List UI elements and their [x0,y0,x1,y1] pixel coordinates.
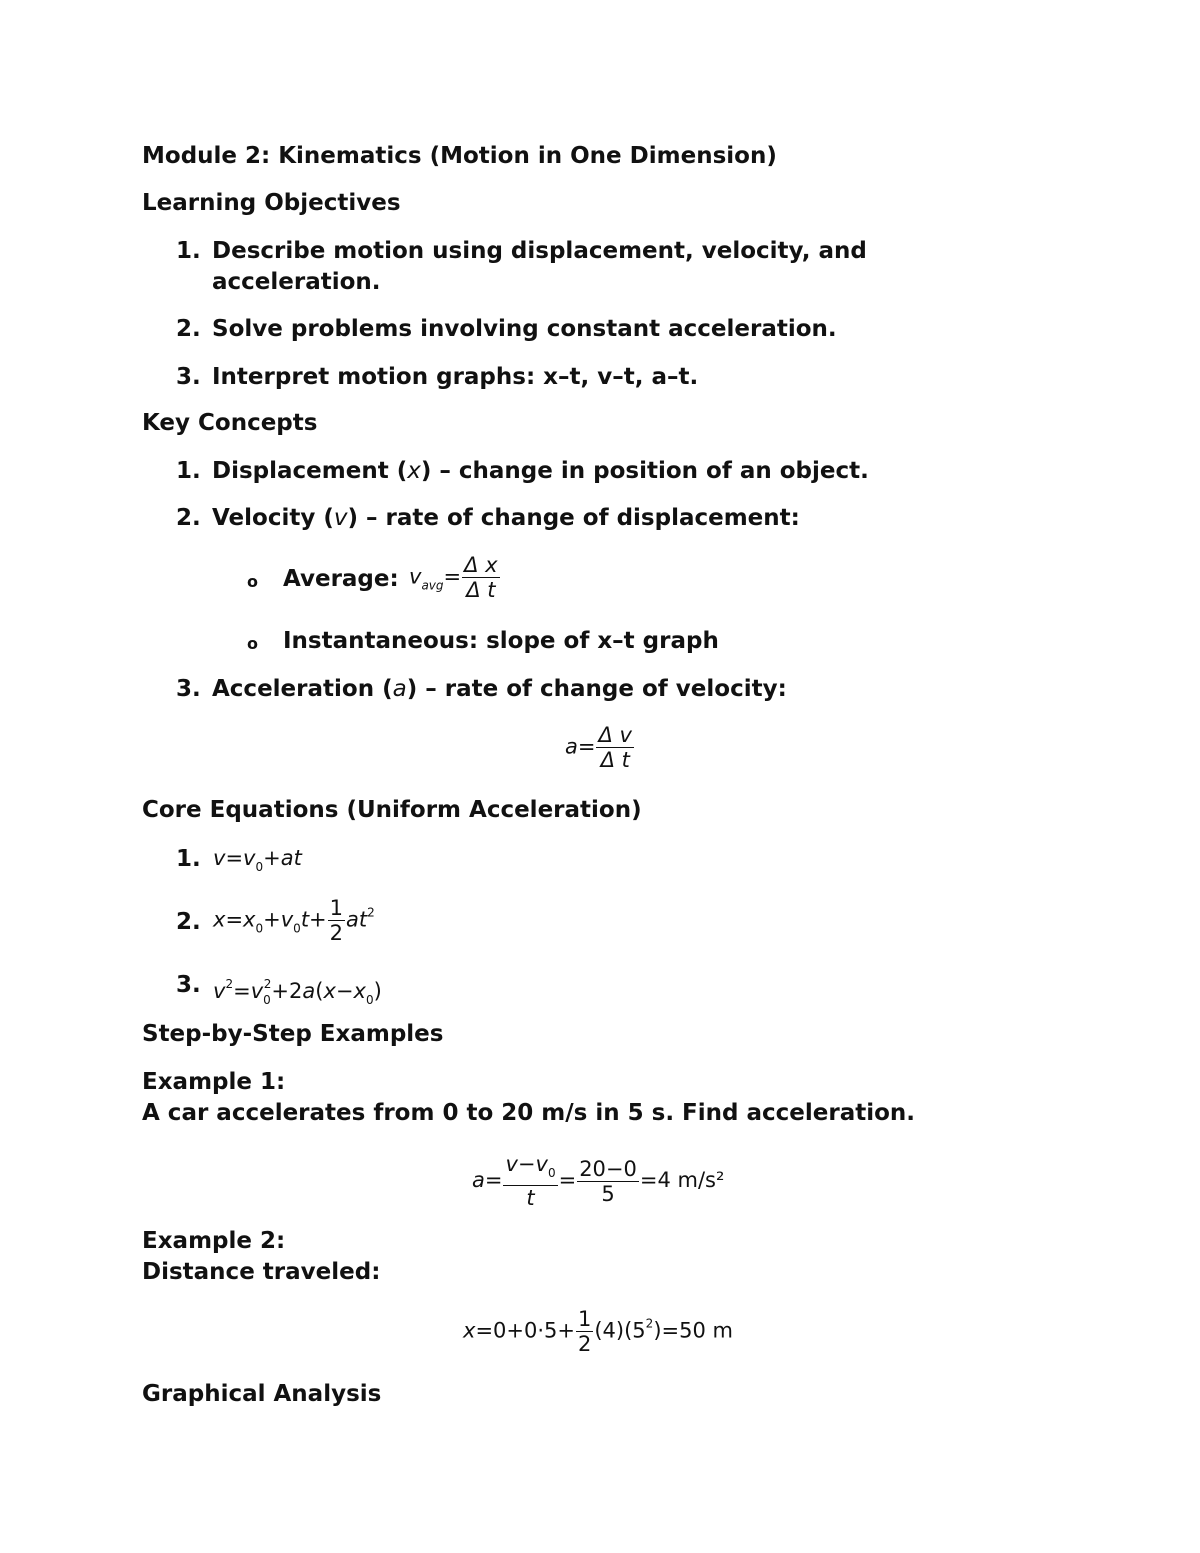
objective-1-text-continued: acceleration. [212,269,381,295]
concept-3-text: Acceleration (a) – rate of change of velocity: [212,676,787,702]
equation-2: $x=x_0+v_0t+$ $\frac{1}{2}$ $at^2$ [213,896,375,945]
concept-1-text: Displacement (x) – change in position of an object. [212,458,869,484]
equation-1: $v=v_0+at$ [213,846,302,874]
objective-1-number: 1. [176,238,201,264]
bullet-instantaneous: o [247,634,258,653]
objective-2-text: Solve problems involving constant acceleration. [212,316,837,342]
equation-2-number: 2. [176,909,201,935]
example-1-solution: a= $\frac{v-v_0}{t}$ = $\frac{20-0}{5}$ =4 m/s² [472,1152,725,1210]
displacement-variable: x [407,458,421,484]
example-1-problem: A car accelerates from 0 to 20 m/s in 5 s. Find acceleration. [142,1100,916,1126]
objective-1-text: Describe motion using displacement, velocity, and [212,238,867,264]
example-2-solution: x=0+0·5+ $\frac{1}{2}$ $(4)(5^2)=50$ m [463,1307,733,1356]
key-concepts-heading: Key Concepts [142,410,318,436]
objective-3-text: Interpret motion graphs: x–t, v–t, a–t. [212,364,699,390]
graphical-analysis-heading: Graphical Analysis [142,1381,382,1407]
concept-1-number: 1. [176,458,201,484]
core-equations-heading: Core Equations (Uniform Acceleration) [142,797,642,823]
examples-heading: Step-by-Step Examples [142,1021,444,1047]
concept-2-number: 2. [176,505,201,531]
average-label: Average: [283,566,399,592]
objective-2-number: 2. [176,316,201,342]
bullet-average: o [247,572,258,591]
example-2-label: Example 2: [142,1228,286,1254]
velocity-variable: v [333,505,348,531]
equation-1-number: 1. [176,846,201,872]
concept-2-text: Velocity (v) – rate of change of displacement: [212,505,800,531]
page-title: Module 2: Kinematics (Motion in One Dimension) [142,143,777,169]
instantaneous-text: Instantaneous: slope of x–t graph [283,628,719,654]
equation-3-number: 3. [176,972,201,998]
example-2-problem: Distance traveled: [142,1259,381,1285]
average-velocity-equation: $v_{avg}=$ $\frac{\text{Δ x}}{\text{Δ t}}$ [409,553,498,602]
acceleration-variable: a [392,676,407,702]
objective-3-number: 3. [176,364,201,390]
acceleration-equation: a= $\frac{\text{Δ v}}{\text{Δ t}}$ [565,723,632,772]
concept-3-number: 3. [176,676,201,702]
equation-3: $v^2=v_0^2+2a(x-x_0)$ [213,977,382,1007]
learning-objectives-heading: Learning Objectives [142,190,401,216]
example-1-label: Example 1: [142,1069,286,1095]
